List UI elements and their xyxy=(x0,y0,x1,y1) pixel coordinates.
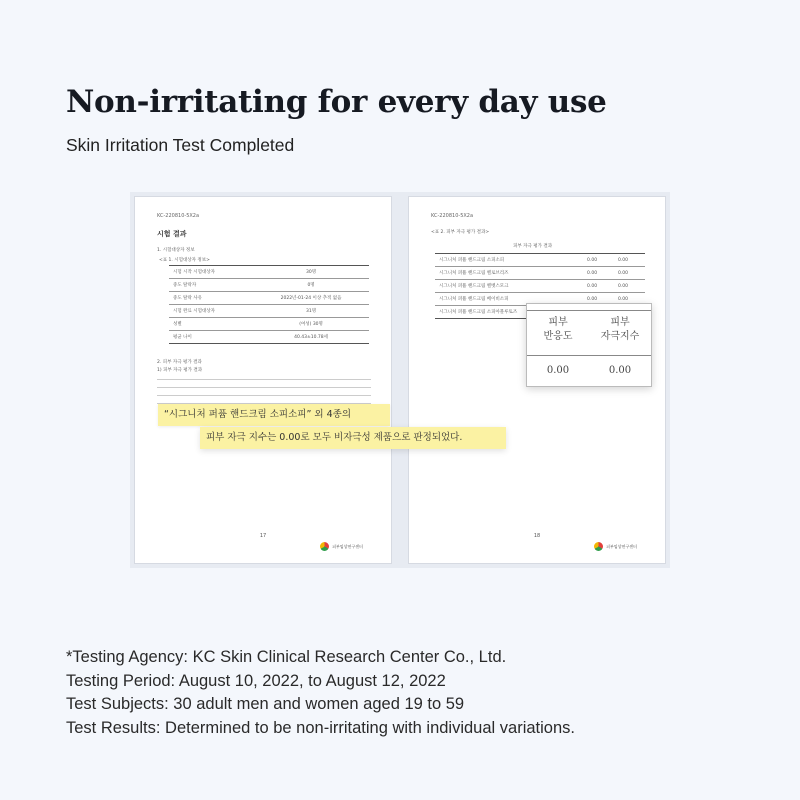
text-line xyxy=(157,379,371,380)
table-row xyxy=(169,331,369,344)
table-title: 피부 자극 평가 결과 xyxy=(513,244,553,249)
product-name: 시그니처 퍼퓸 핸드크림 벨벳스모크 xyxy=(435,280,583,293)
table-row xyxy=(169,292,369,305)
row-value: 30명 xyxy=(253,266,369,279)
text-line xyxy=(157,395,371,396)
row-value: 31명 xyxy=(253,305,369,318)
table-row xyxy=(435,280,645,293)
table-row xyxy=(169,318,369,331)
row-label: 성별 xyxy=(169,318,253,331)
index-value: 0.00 xyxy=(614,267,645,280)
skin-reaction-value: 0.00 xyxy=(546,365,570,376)
irritation-index-callout xyxy=(526,303,652,387)
row-value: 40.43±10.78세 xyxy=(253,331,369,344)
index-value: 0.00 xyxy=(614,280,645,293)
report-page-left xyxy=(134,196,392,564)
highlight-result-line: 피부 자극 지수는 0.00로 모두 비자극성 제품으로 판정되었다. xyxy=(200,427,506,449)
irritation-index-header: 피부 자극지수 xyxy=(600,317,640,342)
row-value: 2022년-01-24 이상 추적 없음 xyxy=(253,292,369,305)
subsection-title-2: 2. 피부 자극 평가 결과 xyxy=(157,360,202,365)
table-row xyxy=(435,254,645,267)
reaction-value: 0.00 xyxy=(583,293,614,306)
highlight-product-line: “시그니처 퍼퓸 핸드크림 소피소피” 외 4종의 xyxy=(158,404,390,426)
center-logo xyxy=(594,542,637,551)
row-value: 0명 xyxy=(253,279,369,292)
reaction-value: 0.00 xyxy=(583,254,614,267)
doc-id: KC-220810-5X2a xyxy=(157,213,200,219)
product-name: 시그니처 퍼퓸 핸드크림 소피아블루토즈 xyxy=(435,306,583,319)
subsection-title: 1. 시험대상자 정보 xyxy=(157,248,195,253)
note-period: Testing Period: August 10, 2022, to August 12, 2022 xyxy=(66,671,446,690)
row-label: 평균 나이 xyxy=(169,331,253,344)
subject-info-table xyxy=(169,265,369,344)
product-name: 시그니처 퍼퓸 핸드크림 소피소피 xyxy=(435,254,583,267)
row-value: (여성) 30명 xyxy=(253,318,369,331)
table-row xyxy=(169,266,369,279)
table-row xyxy=(435,267,645,280)
reaction-value: 0.00 xyxy=(583,267,614,280)
logo-text: 피부임상연구센터 xyxy=(332,544,363,549)
irritation-index-value: 0.00 xyxy=(608,365,632,376)
section-title: 시험 결과 xyxy=(157,230,187,238)
table-row xyxy=(169,305,369,318)
row-label: 시험 시작 시험대상자 xyxy=(169,266,253,279)
note-results: Test Results: Determined to be non-irritating with individual variations. xyxy=(66,718,575,737)
index-value: 0.00 xyxy=(614,254,645,267)
logo-text: 피부임상연구센터 xyxy=(606,544,637,549)
row-label: 중도 탈락 사유 xyxy=(169,292,253,305)
skin-reaction-header: 피부 반응도 xyxy=(543,317,573,342)
table-caption: <표 2. 피부 자극 평가 결과> xyxy=(431,230,490,235)
note-subjects: Test Subjects: 30 adult men and women aged 19 to 59 xyxy=(66,695,465,713)
center-logo xyxy=(320,542,363,551)
text-line xyxy=(157,387,371,388)
test-notes xyxy=(66,646,575,740)
product-name: 시그니처 퍼퓸 핸드크림 벨로브리즈 xyxy=(435,267,583,280)
table-row xyxy=(169,279,369,292)
page-number: 18 xyxy=(533,533,541,539)
row-label: 중도 탈락자 xyxy=(169,279,253,292)
doc-id: KC-220810-5X2a xyxy=(431,213,474,219)
logo-icon xyxy=(320,542,329,551)
logo-icon xyxy=(594,542,603,551)
subsection-title-2a: 1) 피부 자극 평가 결과 xyxy=(157,368,203,373)
page-subtitle: Skin Irritation Test Completed xyxy=(66,135,295,155)
page-number: 17 xyxy=(259,533,267,539)
row-label: 시험 완료 시험대상자 xyxy=(169,305,253,318)
index-value: 0.00 xyxy=(614,293,645,306)
note-agency: *Testing Agency: KC Skin Clinical Research Center Co., Ltd. xyxy=(66,648,507,666)
product-name: 시그니처 퍼퓸 핸드크림 베이비소피 xyxy=(435,293,583,306)
reaction-value: 0.00 xyxy=(583,280,614,293)
table-caption: <표 1. 시험대상자 정보> xyxy=(159,258,210,263)
page-title: Non-irritating for every day use xyxy=(66,84,607,120)
